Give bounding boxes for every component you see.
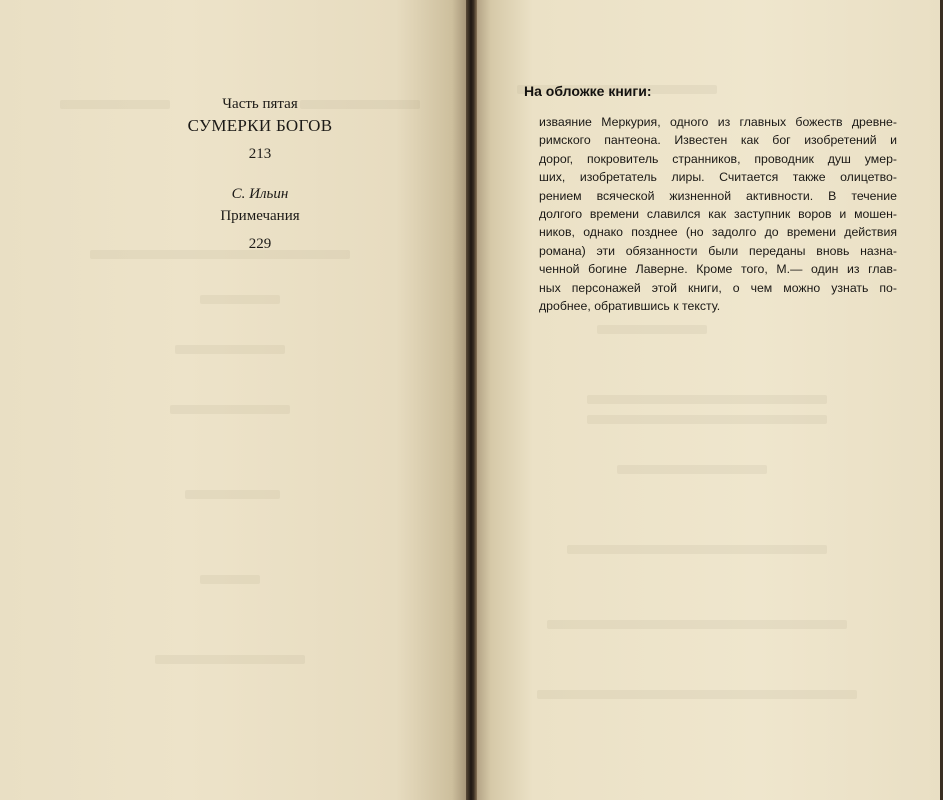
show-through	[597, 325, 707, 334]
text-line: рением всяческой жизненной активности. В течение	[539, 188, 897, 203]
text-line: дорог, покровитель странников, проводник душ умер-	[539, 151, 897, 166]
text-line: ных персонажей этой книги, о чем можно узнать по-	[539, 280, 897, 295]
show-through	[155, 655, 305, 664]
text-line: римского пантеона. Известен как бог изобретений и	[539, 133, 897, 148]
show-through	[587, 415, 827, 424]
show-through	[617, 465, 767, 474]
toc-part-label: Часть пятая	[222, 96, 298, 112]
left-page	[0, 0, 466, 800]
book-gutter	[466, 0, 477, 800]
toc-entry-part-five	[150, 93, 370, 165]
toc-title: Примечания	[220, 208, 300, 224]
show-through	[200, 575, 260, 584]
cover-note-body	[539, 113, 897, 315]
toc-title: СУМЕРКИ БОГОВ	[187, 116, 333, 135]
show-through	[587, 395, 827, 404]
show-through	[200, 295, 280, 304]
text-line: ченной богине Лаверне. Кроме того, М.— один из глав-	[539, 262, 897, 277]
text-line: дробнее, обратившись к тексту.	[539, 299, 721, 314]
show-through	[185, 490, 280, 499]
cover-note-heading: На обложке книги:	[524, 83, 652, 99]
text-line: ших, изобретатель лиры. Считается также олицетво-	[539, 170, 897, 185]
show-through	[547, 620, 847, 629]
show-through	[170, 405, 290, 414]
toc-page-number: 229	[248, 236, 272, 252]
toc-entry-notes	[150, 183, 370, 255]
toc-page-number: 213	[248, 146, 272, 162]
text-line: романа) эти обязанности были переданы вновь назна-	[539, 243, 897, 258]
show-through	[537, 690, 857, 699]
show-through	[175, 345, 285, 354]
text-line: ников, однако позднее (но задолго до времени действия	[539, 225, 897, 240]
text-line: изваяние Меркурия, одного из главных божеств древне-	[539, 115, 897, 129]
show-through	[567, 545, 827, 554]
toc-author: С. Ильин	[231, 186, 289, 202]
text-line: долгого времени славился как заступник воров и мошен-	[539, 207, 897, 222]
